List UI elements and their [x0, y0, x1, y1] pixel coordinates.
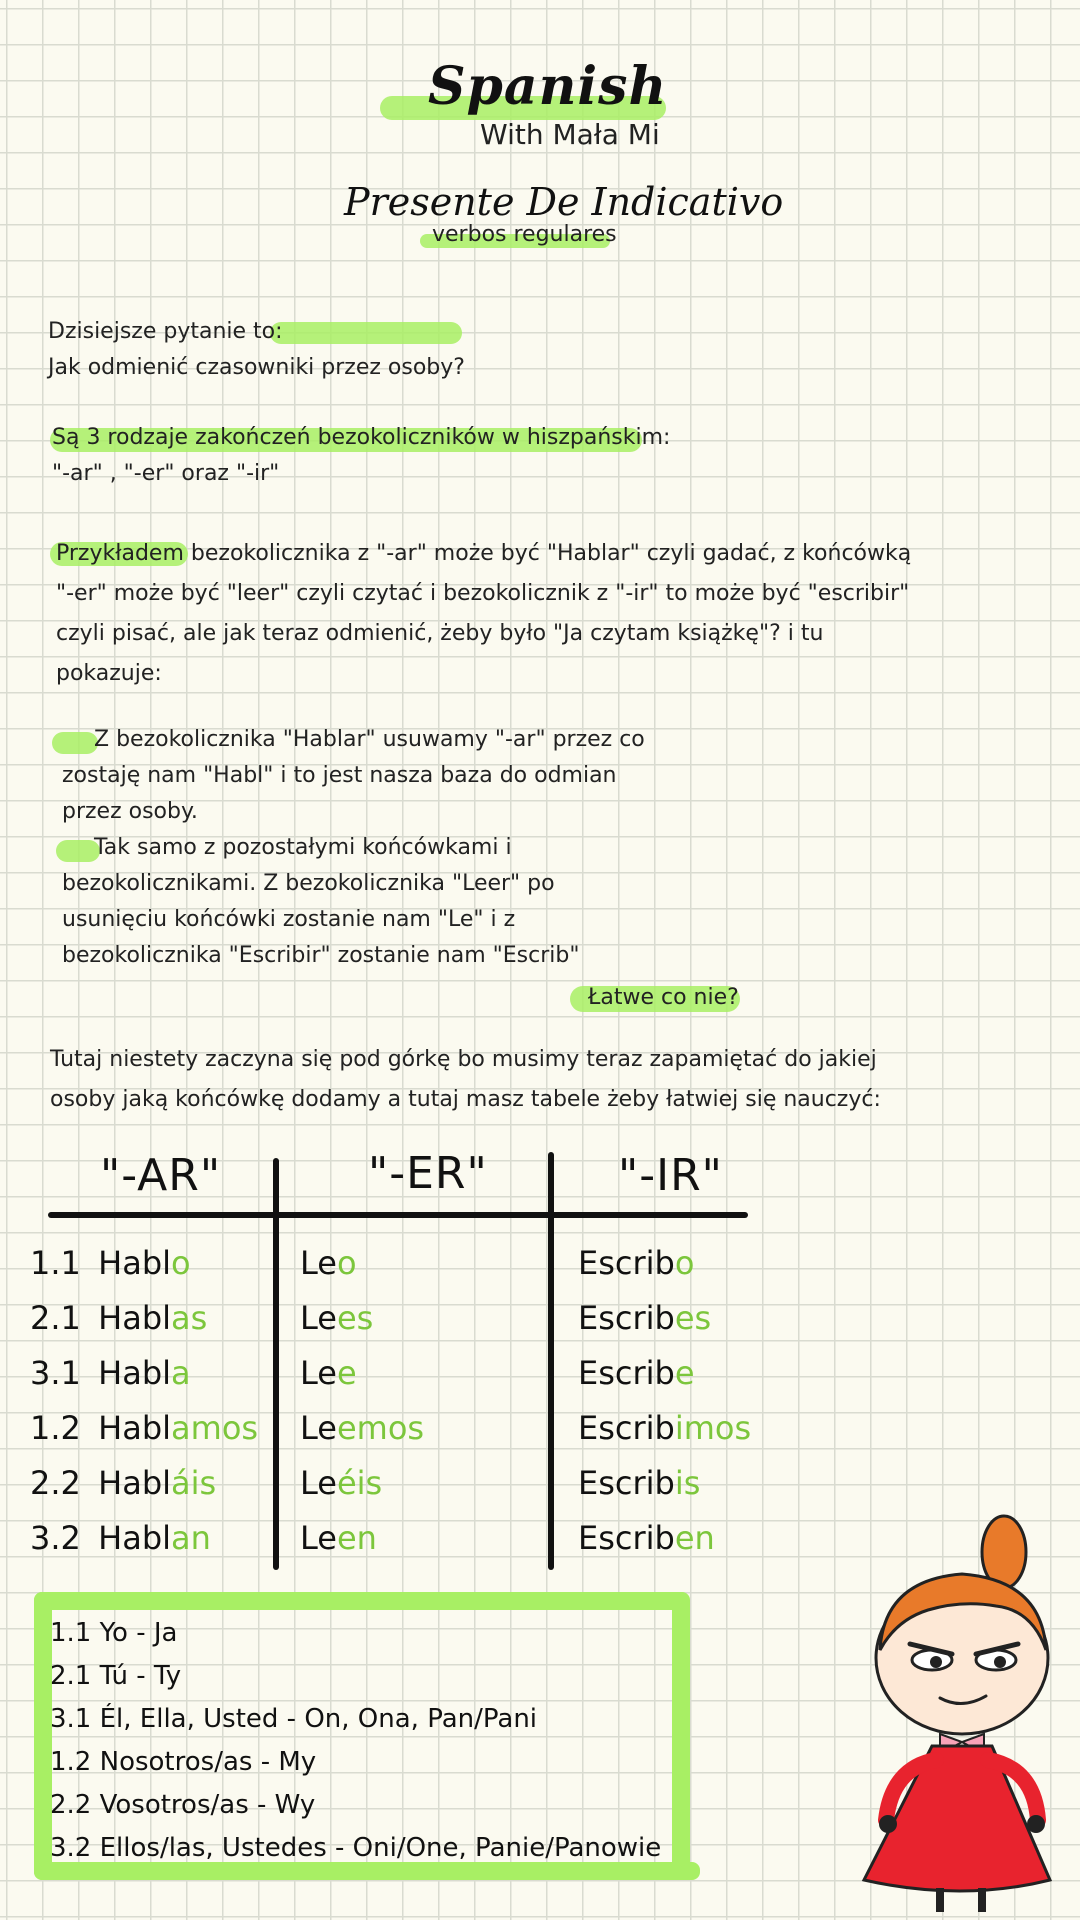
topic-subtitle: verbos regulares	[432, 222, 617, 247]
easy-text: Łatwe co nie?	[588, 985, 739, 1010]
header-er: "-ER"	[368, 1148, 488, 1199]
hint-line-2: osoby jaką końcówkę dodamy a tutaj masz tabele żeby łatwiej się nauczyć:	[50, 1087, 881, 1112]
row-ar: 1.2 Hablamos	[30, 1409, 259, 1447]
legend-item: 2.2 Vosotros/as - Wy	[50, 1790, 316, 1820]
row-ar: 3.1 Habla	[30, 1354, 191, 1392]
row-ar: 2.2 Habláis	[30, 1464, 217, 1502]
endings-text	[52, 420, 670, 492]
example-text	[56, 534, 911, 694]
column-er	[300, 1236, 424, 1566]
explain-text	[62, 722, 645, 974]
row-ir: Escribes	[578, 1299, 712, 1337]
row-ir: Escribo	[578, 1244, 695, 1282]
row-ar: 2.1 Hablas	[30, 1299, 208, 1337]
hint-line-1: Tutaj niestety zaczyna się pod górkę bo musimy teraz zapamiętać do jakiej	[50, 1047, 877, 1072]
row-er: Leemos	[300, 1409, 425, 1447]
intro-line-1: Dzisiejsze pytanie to:	[48, 319, 283, 344]
legend-item: 3.1 Él, Ella, Usted - On, Ona, Pan/Pani	[50, 1704, 538, 1734]
endings-line-1: Są 3 rodzaje zakończeń bezokoliczników w hiszpańskim:	[52, 425, 671, 450]
row-er: Lee	[300, 1354, 357, 1392]
legend-box-top	[34, 1592, 686, 1610]
row-er: Leo	[300, 1244, 357, 1282]
little-my-illustration	[836, 1510, 1070, 1916]
row-ir: Escribis	[578, 1464, 701, 1502]
row-er: Leen	[300, 1519, 377, 1557]
column-ar	[30, 1236, 258, 1566]
row-ir: Escribe	[578, 1354, 695, 1392]
row-ir: Escriben	[578, 1519, 715, 1557]
table-divider-2	[548, 1152, 554, 1570]
page-title: Spanish	[428, 56, 668, 117]
row-ir: Escribimos	[578, 1409, 752, 1447]
header-ir: "-IR"	[618, 1150, 723, 1201]
row-er: Leéis	[300, 1464, 383, 1502]
legend-list	[50, 1612, 661, 1870]
legend-item: 3.2 Ellos/las, Ustedes - Oni/One, Panie/Panowie	[50, 1833, 662, 1863]
example-line-2: "-er" może być "leer" czyli czytać i bezokolicznik z "-ir" to może być "escribir"	[56, 581, 910, 606]
explain-line-6: usunięciu końcówki zostanie nam "Le" i z	[62, 907, 516, 932]
legend-box-right	[672, 1592, 690, 1880]
explain-line-7: bezokolicznika "Escribir" zostanie nam "Escrib"	[62, 943, 580, 968]
endings-line-2: "-ar" , "-er" oraz "-ir"	[52, 461, 280, 486]
table-header-rule	[48, 1212, 748, 1218]
legend-item: 2.1 Tú - Ty	[50, 1661, 182, 1691]
row-ar: 1.1 Hablo	[30, 1244, 191, 1282]
example-line-1: Przykładem bezokolicznika z "-ar" może być "Hablar" czyli gadać, z końcówką	[56, 541, 912, 566]
explain-line-1: Z bezokolicznika "Hablar" usuwamy "-ar" przez co	[94, 727, 645, 752]
explain-line-2: zostaję nam "Habl" i to jest nasza baza do odmian	[62, 763, 617, 788]
header-ar: "-AR"	[100, 1150, 222, 1201]
table-divider-1	[273, 1158, 279, 1570]
topic-title: Presente De Indicativo	[344, 180, 784, 224]
example-line-3: czyli pisać, ale jak teraz odmienić, żeby było "Ja czytam książkę"? i tu	[56, 621, 824, 646]
intro-text	[48, 314, 465, 386]
legend-item: 1.1 Yo - Ja	[50, 1618, 178, 1648]
intro-line-2: Jak odmienić czasowniki przez osoby?	[48, 355, 465, 380]
explain-line-3: przez osoby.	[62, 799, 198, 824]
explain-line-5: bezokolicznikami. Z bezokolicznika "Leer" po	[62, 871, 555, 896]
example-line-4: pokazuje:	[56, 661, 162, 686]
column-ir	[578, 1236, 751, 1566]
legend-item: 1.2 Nosotros/as - My	[50, 1747, 317, 1777]
row-er: Lees	[300, 1299, 374, 1337]
page-subtitle: With Mała Mi	[480, 118, 660, 151]
hint-text	[50, 1040, 881, 1120]
row-ar: 3.2 Hablan	[30, 1519, 211, 1557]
explain-line-4: Tak samo z pozostałymi końcówkami i	[94, 835, 512, 860]
